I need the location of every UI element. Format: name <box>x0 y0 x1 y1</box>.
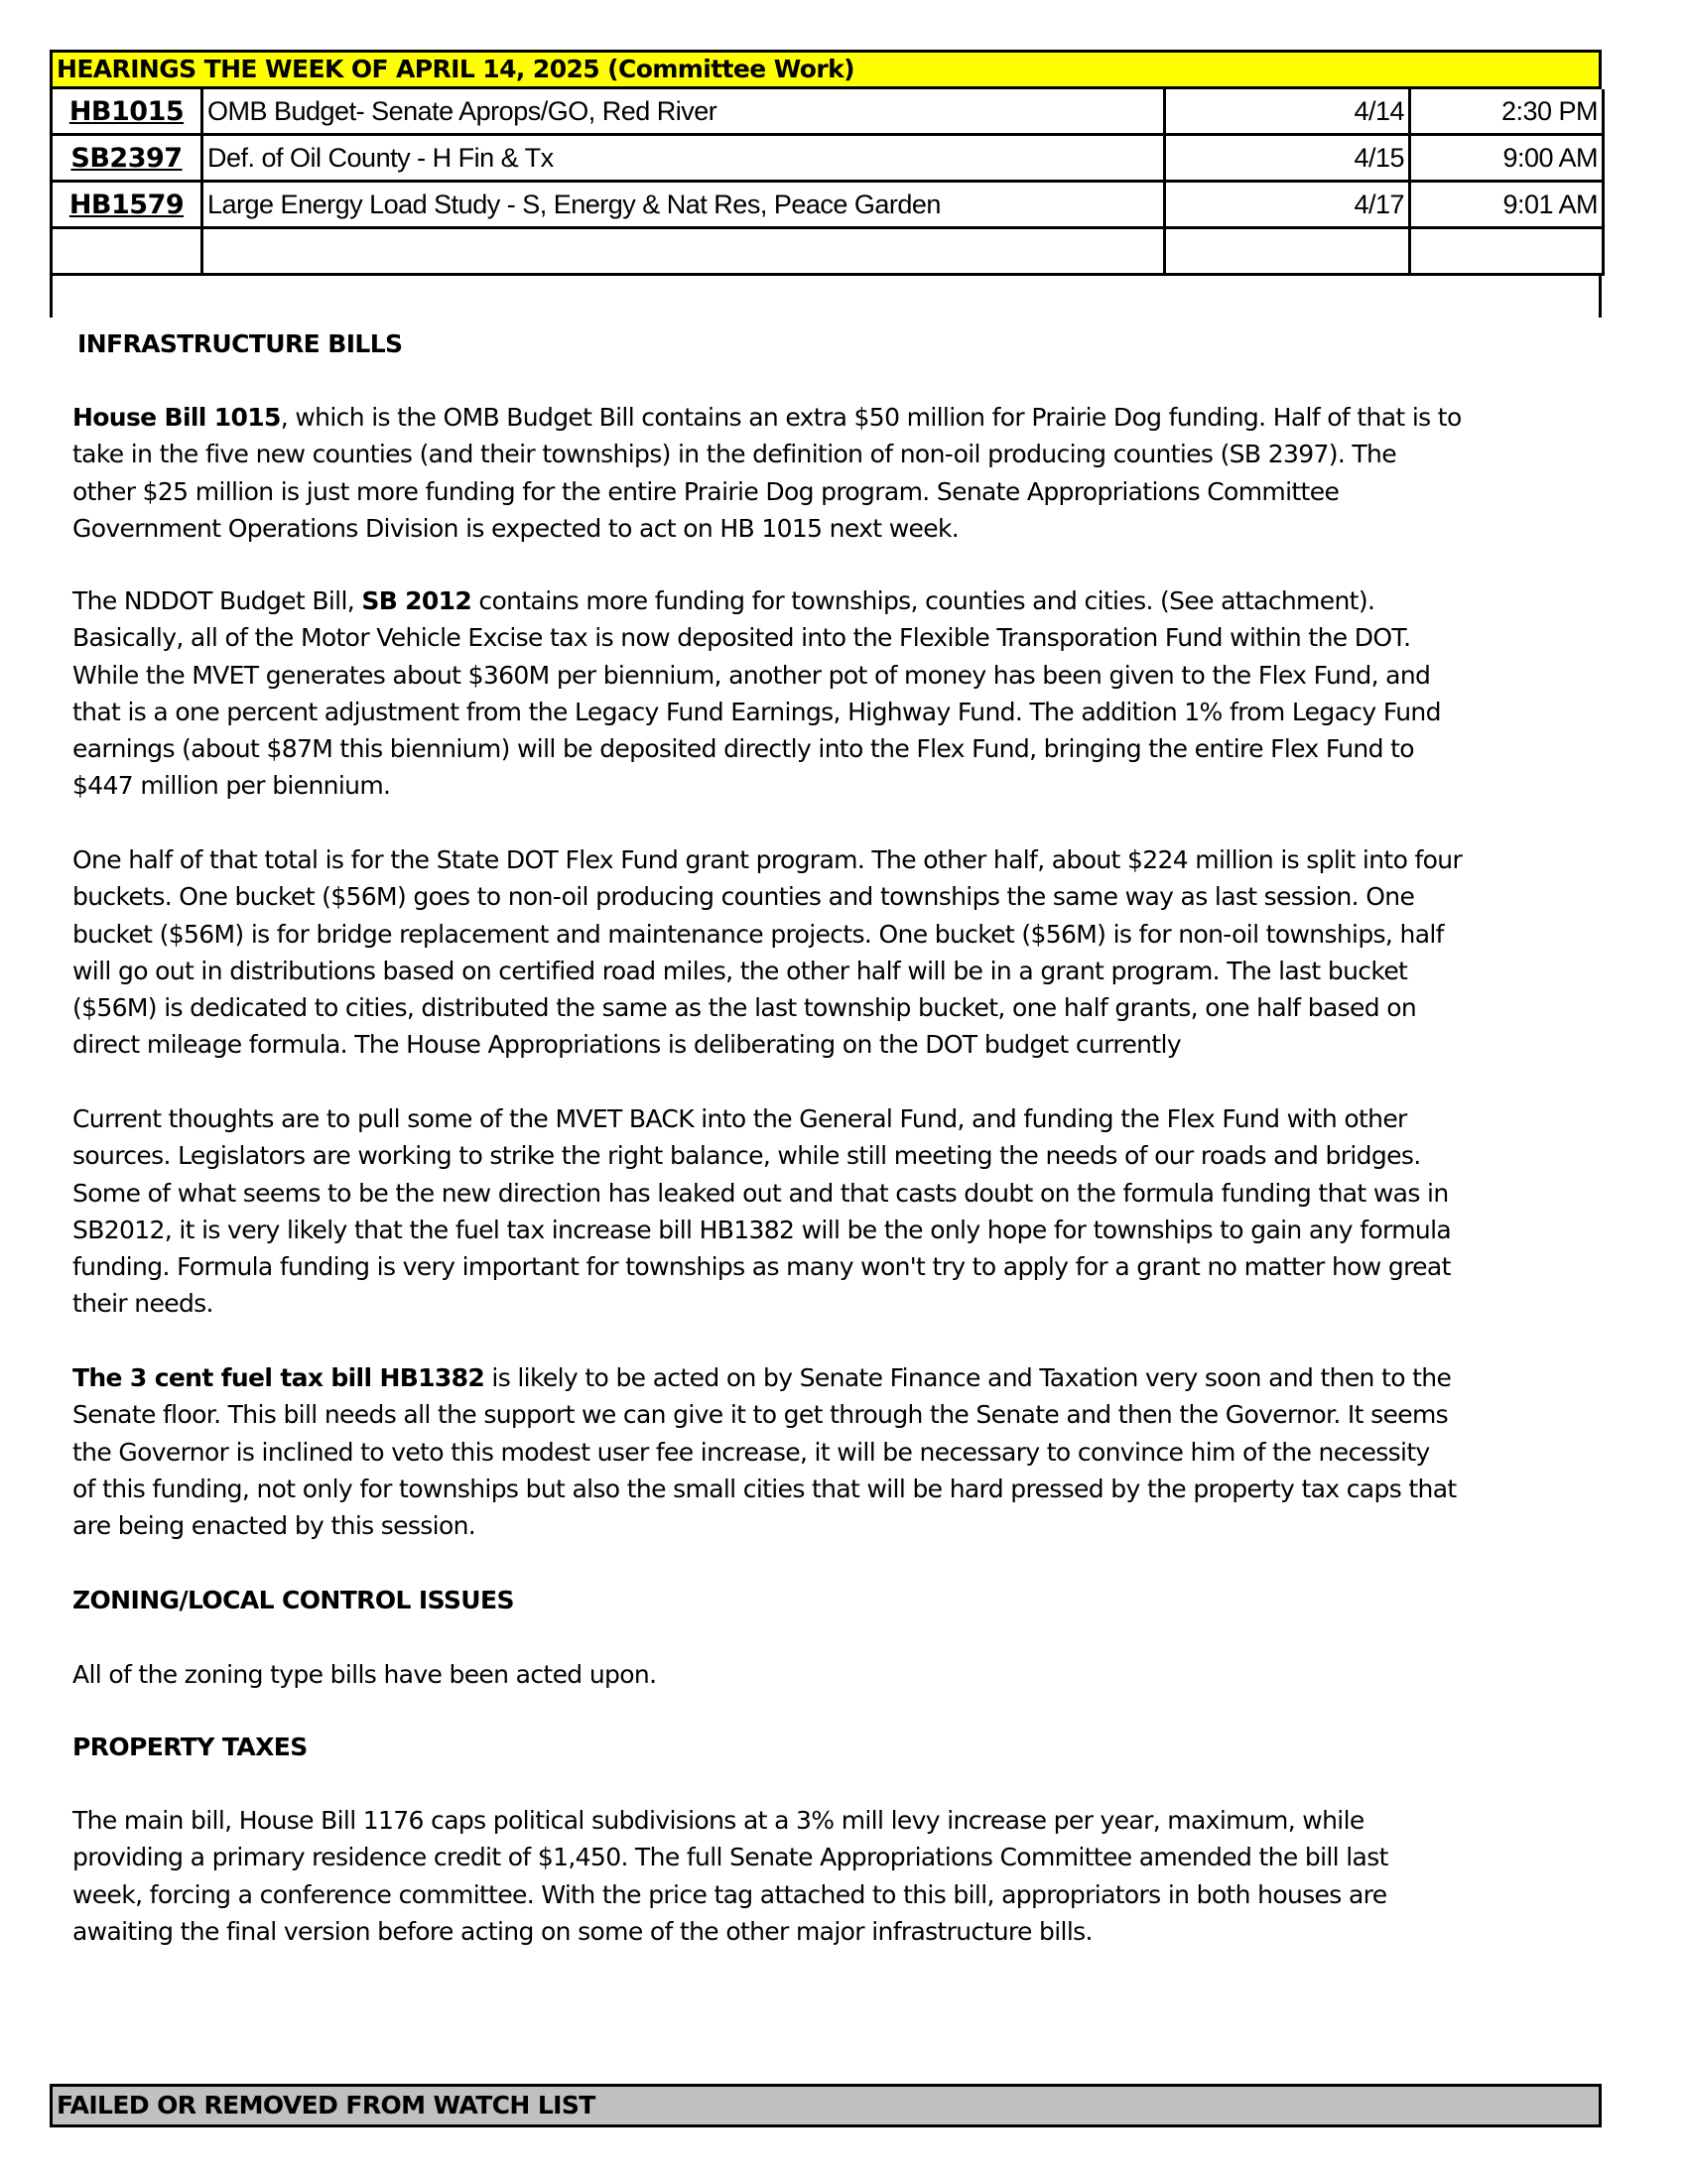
text-line: that is a one percent adjustment from the Legacy Fund Earnings, Highway Fund. The addition 1% from Legacy Fund <box>72 697 1441 726</box>
text-line: contains more funding for townships, counties and cities. (See attachment). <box>471 586 1375 615</box>
hearing-description: Large Energy Load Study - S, Energy & Nat Res, Peace Garden <box>202 182 1165 228</box>
paragraph-zoning <box>72 1656 1501 1693</box>
table-row <box>52 228 1604 275</box>
text-line: SB2012, it is very likely that the fuel tax increase bill HB1382 will be the only hope for townships to gain any formula <box>72 1215 1452 1244</box>
failed-watch-list-bar: FAILED OR REMOVED FROM WATCH LIST <box>50 2084 1602 2127</box>
property-taxes-heading: PROPERTY TAXES <box>72 1733 308 1761</box>
text-line: their needs. <box>72 1289 213 1319</box>
text-line: The main bill, House Bill 1176 caps political subdivisions at a 3% mill levy increase per year, maximum, while <box>72 1806 1364 1835</box>
text-line: awaiting the final version before acting on some of the other major infrastructure bills. <box>72 1916 1093 1946</box>
table-row <box>52 135 1604 182</box>
hearing-description: Def. of Oil County - H Fin & Tx <box>202 135 1165 182</box>
infrastructure-heading: INFRASTRUCTURE BILLS <box>77 329 403 358</box>
hearings-table <box>50 50 1602 318</box>
hearing-date: 4/15 <box>1165 135 1410 182</box>
empty-cell <box>1410 228 1604 275</box>
text-line: sources. Legislators are working to strike the right balance, while still meeting the needs of our roads and bridges. <box>72 1141 1421 1171</box>
text-line: ($56M) is dedicated to cities, distributed the same as the last township bucket, one half grants, one half based on <box>72 993 1417 1023</box>
text-line: are being enacted by this session. <box>72 1511 476 1541</box>
hearing-time: 9:00 AM <box>1410 135 1604 182</box>
text-line: of this funding, not only for townships but also the small cities that will be hard pressed by the property tax caps that <box>72 1474 1457 1503</box>
bill-link-sb2397[interactable]: SB2397 <box>52 135 202 182</box>
text-line: the Governor is inclined to veto this modest user fee increase, it will be necessary to convince him of the necessity <box>72 1437 1430 1467</box>
text-line: other $25 million is just more funding for the entire Prairie Dog program. Senate Appropriations Committee <box>72 476 1340 506</box>
bold-lead: House Bill 1015 <box>72 403 281 432</box>
text-line: One half of that total is for the State DOT Flex Fund grant program. The other half, about $224 million is split into four <box>72 845 1463 874</box>
table-row <box>52 89 1604 135</box>
bill-link-hb1579[interactable]: HB1579 <box>52 182 202 228</box>
paragraph-sb2012 <box>72 582 1501 805</box>
hearing-time: 2:30 PM <box>1410 89 1604 135</box>
text-line: Government Operations Division is expected to act on HB 1015 next week. <box>72 513 960 543</box>
bold-lead: The 3 cent fuel tax bill HB1382 <box>72 1363 485 1392</box>
text-line: is likely to be acted on by Senate Finance and Taxation very soon and then to the <box>484 1363 1452 1392</box>
text-line: All of the zoning type bills have been acted upon. <box>72 1660 657 1689</box>
paragraph-current-thoughts <box>72 1100 1501 1323</box>
text-line: The NDDOT Budget Bill, <box>72 586 362 615</box>
text-line: While the MVET generates about $360M per biennium, another pot of money has been given to the Flex Fund, and <box>72 660 1431 690</box>
hearings-title: HEARINGS THE WEEK OF APRIL 14, 2025 (Committee Work) <box>50 50 1602 89</box>
text-line: providing a primary residence credit of $1,450. The full Senate Appropriations Committee amended the bill last <box>72 1843 1388 1872</box>
text-line: $447 million per biennium. <box>72 771 391 801</box>
text-line: Basically, all of the Motor Vehicle Excise tax is now deposited into the Flexible Transporation Fund within the DOT. <box>72 623 1411 653</box>
paragraph-property-taxes <box>72 1802 1501 1950</box>
empty-cell <box>1165 228 1410 275</box>
paragraph-fuel-tax <box>72 1359 1501 1544</box>
text-line: take in the five new counties (and their townships) in the definition of non-oil producing counties (SB 2397). The <box>72 440 1396 469</box>
text-line: direct mileage formula. The House Appropriations is deliberating on the DOT budget currently <box>72 1030 1181 1060</box>
paragraph-flex-fund <box>72 841 1501 1064</box>
table-row <box>52 182 1604 228</box>
hearing-date: 4/17 <box>1165 182 1410 228</box>
hearing-time: 9:01 AM <box>1410 182 1604 228</box>
empty-cell <box>202 228 1165 275</box>
paragraph-hb1015 <box>72 399 1501 547</box>
text-line: Some of what seems to be the new direction has leaked out and that casts doubt on the formula funding that was in <box>72 1178 1449 1208</box>
table-open-bottom <box>50 276 1602 318</box>
text-line: Senate floor. This bill needs all the support we can give it to get through the Senate and then the Governor. It seems <box>72 1400 1449 1430</box>
hearing-date: 4/14 <box>1165 89 1410 135</box>
text-line: will go out in distributions based on certified road miles, the other half will be in a grant program. The last bucket <box>72 956 1408 985</box>
text-line: Current thoughts are to pull some of the MVET BACK into the General Fund, and funding the Flex Fund with other <box>72 1104 1407 1133</box>
zoning-heading: ZONING/LOCAL CONTROL ISSUES <box>72 1586 514 1614</box>
hearing-description: OMB Budget- Senate Aprops/GO, Red River <box>202 89 1165 135</box>
text-line: , which is the OMB Budget Bill contains an extra $50 million for Prairie Dog funding. Half of that is to <box>280 403 1462 432</box>
text-line: buckets. One bucket ($56M) goes to non-oil producing counties and townships the same way as last session. One <box>72 882 1415 912</box>
bill-link-hb1015[interactable]: HB1015 <box>52 89 202 135</box>
text-line: bucket ($56M) is for bridge replacement and maintenance projects. One bucket ($56M) is for non-oil townships, half <box>72 919 1444 949</box>
text-line: funding. Formula funding is very important for townships as many won't try to apply for a grant no matter how great <box>72 1252 1451 1282</box>
bold-lead: SB 2012 <box>361 586 472 615</box>
text-line: earnings (about $87M this biennium) will be deposited directly into the Flex Fund, bringing the entire Flex Fund to <box>72 734 1414 764</box>
hearings-grid <box>50 89 1605 276</box>
empty-cell <box>52 228 202 275</box>
text-line: week, forcing a conference committee. With the price tag attached to this bill, appropriators in both houses are <box>72 1879 1387 1909</box>
